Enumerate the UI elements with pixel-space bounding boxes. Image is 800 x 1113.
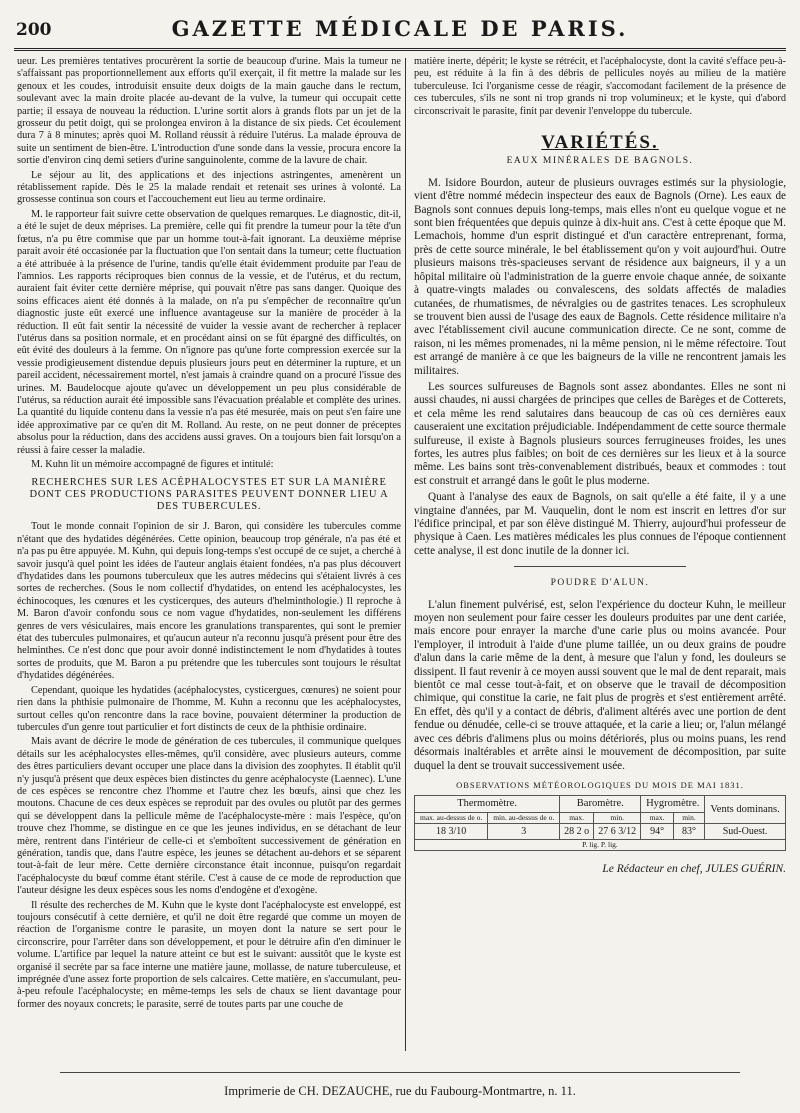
wind-value: Sud-Ouest. <box>705 823 786 839</box>
page-number: 200 <box>16 20 52 40</box>
header-thermometre: Thermomètre. <box>415 796 560 812</box>
editor-signature: Le Rédacteur en chef, JULES GUÉRIN. <box>602 863 786 876</box>
header-vents: Vents dominans. <box>705 796 786 823</box>
imprint-footer: Imprimerie de CH. DEZAUCHE, rue du Faubourg-Montmartre, n. 11. <box>224 1084 576 1098</box>
baro-units: P. lig. P. lig. <box>415 840 786 851</box>
baro-max-value: 28 2 o <box>560 823 594 839</box>
right-column <box>414 56 786 1053</box>
thermo-min-label: min. au-dessus de o. <box>488 812 560 823</box>
left-paragraph: M. le rapporteur fait suivre cette observation de quelques remarques. Le diagnostic, dit-il, a été le sujet de deux méprises. La première, celle qui fit prendre la tumeur pour la tête d'un fœtus, n'a pu être commise que par un homme tout-à-fait ignorant. La deuxième méprise parait avoir été occasionée par la fluctuation que l'on sentait dans la tumeur; cette fluctuation a été attribuée à la présence de l'urine, tandis qu'elle était évidemment produite par l'eau de l'amnios. Les rapports réciproques bien connus de la vessie, et de l'utérus, et du rectum, auraient fait éviter cette dernière méprise, qui pouvait n'être pas sans danger. Quoique des soins efficaces aient été donnés à la malade, on n'a pu s'empêcher de reconnaître qu'un diagnostic juste eût exercé une influence avantageuse sur la manière de procéder à la réduction. Il eût fait sentir la nécessité de vuider la vessie avant de rechercher à replacer l'utérus dans sa position normale, et en procédant ainsi on se fût épargné des difficultés, on eût évité des douleurs à la femme. On n'ignore pas qu'une forte compression exercée sur la vessie prodigieusement distendue depuis plusieurs jours peut en déterminer la rupture, et un pareil accident, nécessairement mortel, n'est jamais à craindre quand on a procuré l'issue des urines. M. Baudelocque ajoute qu'avec un développement un peu plus considérable de l'utérus, sa réduction aurait été impossible sans l'évacuation préalable et complète des urines. La quantité du liquide contenu dans la vessie n'a pas été mesurée, mais on peut s'en faire une idée approximative par ce qu'en dit M. Rolland. Au reste, on ne peut donner de préceptes absolus pour la réduction, dans des accidens aussi graves. On a toujours bien fait lorsqu'on a réussi à faire cesser la maladie. <box>17 208 401 456</box>
hygro-max-value: 94° <box>641 823 673 839</box>
left-paragraph: Le séjour au lit, des applications et des injections astringentes, amenèrent un rétablissement rapide. Dès le 25 la malade rendait et retenait ses urines à volonté. La grossesse continua son cours et l'accouchement eut lieu au terme ordinaire. <box>17 169 401 206</box>
left-paragraph: Cependant, quoique les hydatides (acéphalocystes, cysticergues, cœnures) ne soient pour rien dans la phthisie pulmonaire de l'homme, M. Kuhn a reconnu que les acéphalocystes, surtout celles qu'on rencontre dans la race bovine, pouvaient déterminer la production de tubercules d'un genre tout particulier et fort distincts de ceux de la phthisie ordinaire. <box>17 684 401 733</box>
right-paragraph: Quant à l'analyse des eaux de Bagnols, on sait qu'elle a été faite, il y a une vingtaine d'années, par M. Vauquelin, dont le nom est inscrit en lettres d'or sur l'édifice principal, et par son élève distingué M. Thierry, aujourd'hui professeur de physique à Caen. Les matières médicales les plus connues de l'époque contiennent cette analyse, il est donc inutile de la donner ici. <box>414 491 786 557</box>
page-header <box>14 14 786 51</box>
memoir-title: RECHERCHES SUR LES ACÉPHALOCYSTES ET SUR LA MANIÈRE DONT CES PRODUCTIONS PARASITES PEUVENT DONNER LIEU A DES TUBERCULES. <box>29 477 389 513</box>
header-hygrometre: Hygromètre. <box>641 796 705 812</box>
section-heading-varietes: VARIÉTÉS. <box>541 132 659 154</box>
thermo-max-value: 18 3/10 <box>415 823 488 839</box>
subheading-bagnols: EAUX MINÉRALES DE BAGNOLS. <box>506 156 694 167</box>
footer-divider <box>60 1072 740 1073</box>
masthead-title: GAZETTE MÉDICALE DE PARIS. <box>171 16 629 41</box>
baro-max-label: max. <box>560 812 594 823</box>
weather-table <box>414 795 786 851</box>
section-divider <box>514 566 685 567</box>
baro-min-label: min. <box>594 812 641 823</box>
observations-title: OBSERVATIONS MÉTÉOROLOGIQUES DU MOIS DE MAI 1831. <box>456 779 744 790</box>
right-paragraph: M. Isidore Bourdon, auteur de plusieurs ouvrages estimés sur la physiologie, vient d'être nommé médecin inspecteur des eaux de Bagnols (Orne). Les eaux de Bagnols sont connues depuis long-temps, mais elles n'ont eu quelque vogue et ne sont bien fréquentées que depuis quinze à dix-huit ans. C'est à cette époque que M. Lemachois, homme d'un esprit distingué et d'un caractère entreprenant, forma, près de cette source minérale, le bel établissement qu'on y voit aujourd'hui. Outre plusieurs maisons très-spacieuses servant de résidence aux baigneurs, il y a un hôpital militaire où l'administration de la guerre envoie chaque année, de soixante à quatre-vingts malades ou convalescens, des soldats affectés de maladies cutanées, de rhumatismes, de névralgies ou de gastrites tenaces. Les scrophuleux se trouvent bien aussi de l'usage des eaux de Bagnols. Cette résidence militaire n'a avec l'établissement civil aucune communication directe. Ce ne sont, comme de raison, ni les mêmes promenades, ni la même pension, ni le même réfectoire. Tout est arrangé de manière à ce que les baigneurs de la ville ne rencontrent jamais les militaires. <box>414 176 786 377</box>
header-barometre: Baromètre. <box>560 796 641 812</box>
thermo-min-value: 3 <box>488 823 560 839</box>
left-column <box>17 56 401 1053</box>
thermo-max-label: max. au-dessus de o. <box>415 812 488 823</box>
left-paragraph: ueur. Les premières tentatives procurèrent la sortie de beaucoup d'urine. Mais la tumeur ne s'affaissant pas proportionnellement aux efforts qu'il exerçait, il fit mettre la malade sur les genoux et les coudes, introduisit ensuite deux doigts de la main gauche dans le rectum, soulevant avec la main droite placée au-devant de la vulve, la tumeur qui occupait cette partie; il essaya de nouveau la réduction. L'urine sortit alors à grands flots par un jet de la grosseur du petit doigt, qui se prolongea environ à la distance de six pieds. Cet écoulement dura 7 à 8 minutes; après quoi M. Rolland réussit à réduire l'utérus. La malade éprouva de suite un sentiment de bien-être. L'introduction d'une sonde dans la vessie, procura encore la sortie d'environ cinq demi setiers d'urine sanguinolente, comme de la lavure de chair. <box>17 56 401 167</box>
column-divider <box>405 58 406 1051</box>
right-paragraph: Les sources sulfureuses de Bagnols sont assez abondantes. Elles ne sont ni aussi chaudes, ni aussi chargées de principes que celles de Barèges et de Cotterets, et cela même les rend salutaires dans beaucoup de cas où ces dernières eaux causeraient une excitation préjudiciable. Indépendamment de cette source thermale sulfureuse, il existe à Bagnols plusieurs sources ferrugineuses froides, les unes fortes, les autres plus faibles; on boit de ces dernières sur les lieux et à la source même. Les bains sont très-convenablement distribués, beaux et commodes : tout est construit et arrangé dans le goût le plus moderne. <box>414 380 786 487</box>
hygro-min-label: min. <box>673 812 704 823</box>
baro-min-value: 27 6 3/12 <box>594 823 641 839</box>
right-paragraph: L'alun finement pulvérisé, est, selon l'expérience du docteur Kuhn, le meilleur moyen non seulement pour faire cesser les douleurs produites par une dent cariée, mais encore pour enrayer la marche d'une carie plus ou moins avancée. Pour l'employer, il introduit à l'aide d'une plume taillée, un ou deux grains de poudre d'alun dans la carie même de la dent, à mesure que l'alun y fond, les douleurs se dissipent. Il faut revenir à ce moyen aussi souvent que le mal de dent reparait, mais bientôt ce mal cesse tout-à-fait, et on observe que le travail de décomposition chimique, qui constitue la carie, ne fait plus de progrès et s'est entièrement arrêté. En effet, dès qu'il y a contact de débris, d'aliment altérés avec une portion de dent fendue ou dénudée, celle-ci se trouve attaquée, et la carie a lieu; or, l'alun mélangé avec ces débris d'alimens plus ou moins détériorés, plus ou moins puans, les rend désormais inaltérables et arrête ainsi le mouvement de décomposition, par suite duquel la dent se trouvait successivement usée. <box>414 598 786 772</box>
left-paragraph: Il résulte des recherches de M. Kuhn que le kyste dont l'acéphalocyste est enveloppé, est toujours consécutif à cette dernière, et qu'il ne doit être regardé que comme un moyen de réaction de l'organisme contre le parasite, un moyen dont la nature se sert pour le circonscrire, pour l'arrêter dans son développement, et pour le détruire afin d'en diminuer le volume. L'artifice par lequel la nature atteint ce but est le suivant: aussitôt que le kyste est organisé il secrète par sa face interne une matière jaune, mollasse, de nature tuberculeuse, et imprégnée d'une assez forte proportion de sels calcaires. Cette matière, en s'accumulant, peu-à-peu refoule l'acéphalocyste; en même-temps les sels de chaux se lient davantage pour former des noyaux concrets; le parasite, serré de toutes parts par une couche de <box>17 899 401 1010</box>
hygro-max-label: max. <box>641 812 673 823</box>
right-continuation: matière inerte, dépérit; le kyste se rétrécit, et l'acéphalocyste, dont la cavité s'efface peu-à-peu, est réduite à la fin à des débris de pellicules noyés au milieu de la matière tuberculeuse. Ici l'organisme cesse de réagir, s'accomodant facilement de la présence de ces tubercules, s'ils ne sont ni trop grands ni trop volumineux; et le kyste, qui d'abord circonscrivait le parasite, finit par devenir l'enveloppe du tubercule. <box>414 56 786 117</box>
left-paragraph: Mais avant de décrire le mode de génération de ces tubercules, il communique quelques détails sur les acéphalocystes elles-mêmes, qu'il considère, avec plusieurs auteurs, comme des êtres particuliers devant occuper une place dans la division des zoophytes. Il établit qu'il n'y jusqu'à présent que deux espèces bien distinctes du genre acéphalocyste (Laennec). L'une de ces espèces se rencontre chez l'homme et l'autre chez les bœufs, ainsi que chez les moutons. Chacune de ces deux espèces se reproduit par des ovules ou plutôt par des germes qui se développent dans la pellicule même de l'acéphalocyste-mère : mais l'espèce, qu'on trouve chez l'homme, se distingue en ce que les jeunes individus, en se détachant de leur mère, rentrent dans l'intérieur de celle-ci et s'emboîtent successivement de génération en génération, tandis que, dans l'autre espèce, les jeunes se détachent au-dehors et se séparent tout-à-fait de leur mère. Cette dernière circonstance était inconnue, puisqu'on regardait l'acéphalocyste du bœuf comme étant stérile. C'est à cause de ce mode de reproduction que l'auteur désigne les deux espèces sous les noms d'endogène et d'exogène. <box>17 736 401 897</box>
subheading-alun: POUDRE D'ALUN. <box>550 578 650 589</box>
hygro-min-value: 83° <box>673 823 704 839</box>
left-paragraph: M. Kuhn lit un mémoire accompagné de figures et intitulé: <box>31 459 274 470</box>
left-paragraph: Tout le monde connait l'opinion de sir J. Baron, qui considère les tubercules comme n'étant que des hydatides dégénérées. Cette opinion, beaucoup trop générale, n'a pas été et n'a pas pu être appuyée. M. Kuhn, qui depuis long-temps s'est occupé de ce sujet, a cherché à savoir jusqu'à quel point les idées de l'auteur anglais étaient fondées, n'a pas plus découvert d'hydatides dans les poumons tuberculeux que les autres médecins qui s'étaient livrés à ces sortes de recherches. (Sous le nom collectif d'hydatides, on entend les acéphalocystes, les échinocoques, les cœnures et les cysticerques, des auteurs d'helminthologie.) Il reproche à M. Baron d'avoir confondu sous ce nom vague d'hydatides, non-seulement les différens genres de vers vésiculaires, mais encore les granulations transparentes, qui sont le premier état des tubercules pulmonaires, et qu'aucun auteur n'a reconnu jusqu'à présent pour être des helminthes. Ce n'est donc que pour avoir donné indistinctement le nom d'hydatides à toutes sortes de produits, que M. Baron a pu prétendre que les tubercules sont toujours le résultat d'hydatides dégénérées. <box>17 521 401 682</box>
